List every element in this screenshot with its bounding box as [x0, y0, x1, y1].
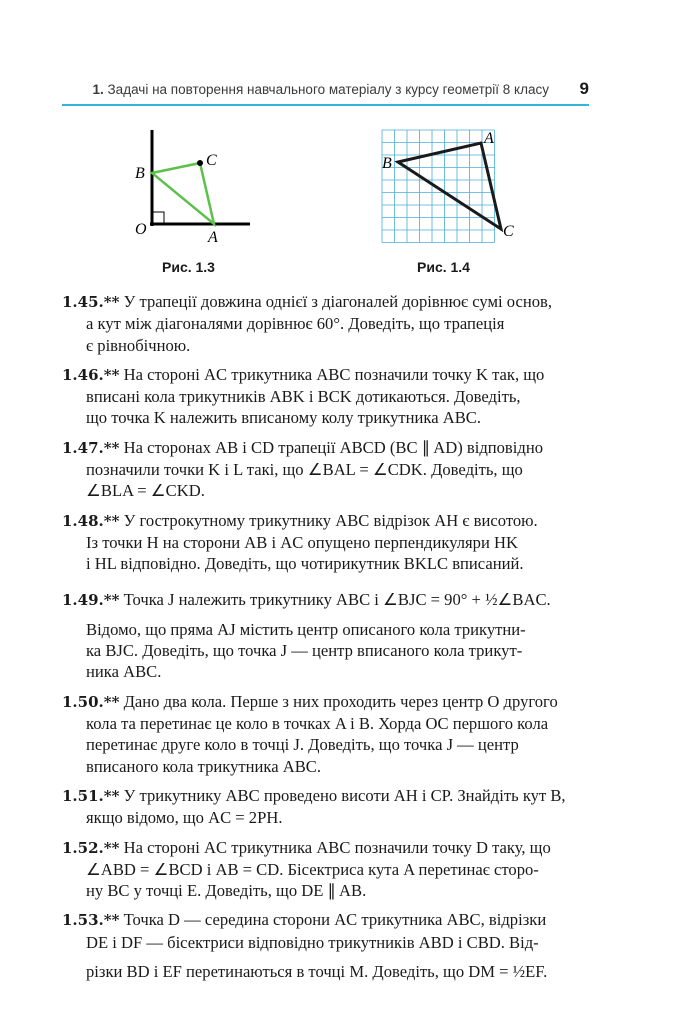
- figure-1-3: [130, 126, 260, 246]
- problem-1-53: [62, 909, 589, 982]
- page-number: 9: [579, 79, 589, 98]
- triangle-bca: [152, 163, 214, 224]
- problem-line: перетинає друге коло в точці J. Доведіть, що точка J — центр: [86, 735, 519, 755]
- problem-line: ∠ABD = ∠BCD і AB = CD. Бісектриса кута A перетинає сторо-: [86, 859, 539, 879]
- problem-line: якщо відомо, що AC = 2PH.: [86, 808, 283, 828]
- figure-1-4: [380, 126, 520, 250]
- problem-line: що точка K належить вписаному колу трикутника ABC.: [86, 408, 481, 428]
- problem-1-45: [62, 291, 589, 356]
- problem-line: вписаного кола трикутника ABC.: [86, 756, 321, 776]
- point-c: [197, 160, 203, 166]
- label-c: C: [206, 152, 217, 169]
- problem-line: На стороні AC трикутника ABC позначили точку K так, що: [123, 364, 545, 384]
- problem-number: 1.52.**: [62, 838, 120, 857]
- problem-number: 1.53.**: [62, 911, 120, 930]
- problem-line: На сторонах AB і CD трапеції ABCD (BC ∥ AD) відповідно: [123, 437, 543, 457]
- problem-line: Із точки H на сторони AB і AC опущено перпендикуляри HK: [86, 532, 518, 552]
- problem-line: ника ABC.: [86, 662, 162, 682]
- caption-1-4: Рис. 1.4: [417, 259, 470, 275]
- header-rule: [62, 104, 589, 106]
- problem-1-46: [62, 364, 589, 429]
- problem-line: ка BJC. Доведіть, що точка J — центр вписаного кола трикут-: [86, 641, 523, 661]
- problem-line: ∠BLA = ∠CKD.: [86, 481, 205, 501]
- problem-line: DE і DF — бісектриси відповідно трикутників ABD і CBD. Від-: [86, 932, 539, 952]
- problem-number: 1.45.**: [62, 293, 120, 311]
- label-b: B: [382, 155, 392, 172]
- problem-line: вписані кола трикутників ABK і BCK дотикаються. Доведіть,: [86, 387, 521, 407]
- problem-line: і HL відповідно. Доведіть, що чотирикутник BKLC вписаний.: [86, 554, 524, 574]
- triangle-abc: [398, 143, 501, 229]
- problem-list: [62, 291, 589, 990]
- page-header: [62, 80, 589, 106]
- problem-line: Точка J належить трикутнику ABC і ∠BJC = 90° + ½∠BAC.: [123, 589, 551, 609]
- label-a: A: [484, 130, 494, 147]
- problem-1-51: [62, 785, 589, 829]
- section-number: 1.: [92, 82, 104, 97]
- caption-1-3: Рис. 1.3: [162, 259, 215, 275]
- problem-line: ну BC у точці E. Доведіть, що DE ∥ AB.: [86, 881, 367, 901]
- label-o: O: [135, 221, 147, 238]
- problem-line: У трикутнику ABC проведено висоти AH і CP. Знайдіть кут B,: [123, 785, 566, 805]
- problem-line: позначили точки K і L такі, що ∠BAL = ∠CDK. Доведіть, що: [86, 460, 523, 480]
- problem-line: Точка D — середина сторони AC трикутника ABC, відрізки: [123, 910, 547, 930]
- problem-number: 1.51.**: [62, 786, 120, 805]
- problem-number: 1.47.**: [62, 438, 120, 457]
- problem-line: На стороні AC трикутника ABC позначили точку D таку, що: [123, 837, 551, 857]
- problem-line: Відомо, що пряма AJ містить центр описаного кола трикутни-: [86, 619, 526, 639]
- problem-1-47: [62, 437, 589, 502]
- problem-number: 1.49.**: [62, 590, 120, 609]
- section-title: Задачі на повторення навчального матеріалу з курсу геометрії 8 класу: [107, 82, 549, 97]
- problem-1-48: [62, 510, 589, 575]
- label-a: A: [208, 229, 218, 246]
- grid: [382, 130, 495, 243]
- label-c: C: [503, 223, 514, 240]
- problem-1-52: [62, 837, 589, 902]
- problem-number: 1.46.**: [62, 365, 120, 384]
- label-b: B: [135, 165, 145, 182]
- header-title: [93, 82, 550, 97]
- problem-line: є рівнобічною.: [86, 335, 191, 355]
- problem-line: різки BD і EF перетинаються в точці M. Доведіть, що DM = ½EF.: [86, 962, 548, 982]
- problem-number: 1.50.**: [62, 692, 120, 711]
- problem-line: кола та перетинає це коло в точках A і B. Хорда OC першого кола: [86, 714, 549, 734]
- right-angle-mark: [152, 212, 164, 224]
- problem-1-49: [62, 589, 589, 683]
- problem-number: 1.48.**: [62, 511, 120, 530]
- problem-line: У трапеції довжина однієї з діагоналей дорівнює сумі основ,: [123, 292, 552, 311]
- problem-line: а кут між діагоналями дорівнює 60°. Доведіть, що трапеція: [86, 314, 505, 334]
- problem-1-50: [62, 691, 589, 777]
- problem-line: У гострокутному трикутнику ABC відрізок AH є висотою.: [123, 510, 538, 530]
- problem-line: Дано два кола. Перше з них проходить через центр O другого: [123, 691, 558, 711]
